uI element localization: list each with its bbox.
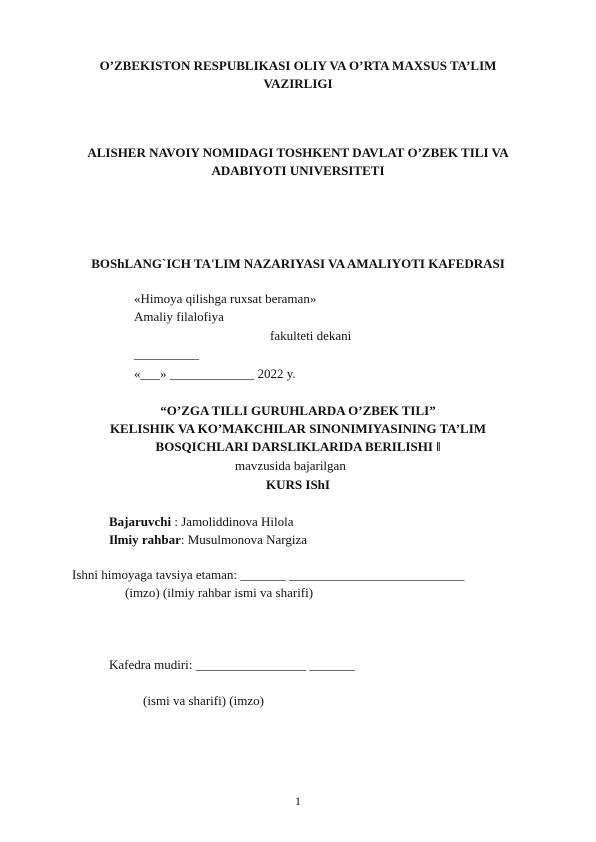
topic-line-1: “O’ZGA TILLI GURUHLARDA O’ZBEK TILI”	[160, 403, 436, 418]
approval-line-3: fakulteti dekani	[270, 328, 352, 343]
executor-line	[109, 514, 294, 530]
head-line-1: Kafedra mudiri: _________________ _______	[109, 657, 355, 672]
department-title: BOShLANG`ICH TA'LIM NAZARIYASI VA AMALIYOTI KAFEDRASI	[91, 256, 505, 271]
supervisor-value: : Musulmonova Nargiza	[180, 532, 308, 547]
page-number: 1	[295, 794, 301, 808]
approval-line-1: «Himoya qilishga ruxsat beraman»	[134, 291, 317, 306]
executor-label: Bajaruvchi	[109, 514, 172, 529]
topic-line-3: BOSQICHLARI DARSLIKLARIDA BERILISHI ‖	[155, 439, 441, 454]
ministry-line-2: VAZIRLIGI	[263, 76, 333, 91]
executor-value: : Jamoliddinova Hilola	[171, 514, 294, 529]
ministry-line-1: O’ZBEKISTON RESPUBLIKASI OLIY VA O’RTA MAXSUS TA’LIM	[99, 58, 497, 73]
approval-signature-line: __________	[134, 346, 199, 361]
university-line-2: ADABIYOTI UNIVERSITETI	[211, 163, 385, 178]
recommendation-line-1: Ishni himoyaga tavsiya etaman: _______ ___________________________	[72, 567, 465, 582]
supervisor-line	[109, 532, 307, 548]
head-line-2: (ismi va sharifi) (imzo)	[143, 693, 264, 708]
university-line-1: ALISHER NAVOIY NOMIDAGI TOSHKENT DAVLAT O’ZBEK TILI VA	[87, 145, 509, 160]
approval-date-line: «___» _____________ 2022 y.	[134, 366, 296, 381]
topic-line-4: mavzusida bajarilgan	[235, 458, 346, 473]
topic-line-2: KELISHIK VA KO’MAKCHILAR SINONIMIYASINING TA’LIM	[109, 421, 487, 436]
supervisor-label: Ilmiy rahbar	[109, 532, 181, 547]
recommendation-line-2: (imzo) (ilmiy rahbar ismi va sharifi)	[125, 585, 314, 600]
work-type: KURS IShI	[266, 477, 330, 492]
approval-line-2: Amaliy filalofiya	[134, 309, 224, 324]
